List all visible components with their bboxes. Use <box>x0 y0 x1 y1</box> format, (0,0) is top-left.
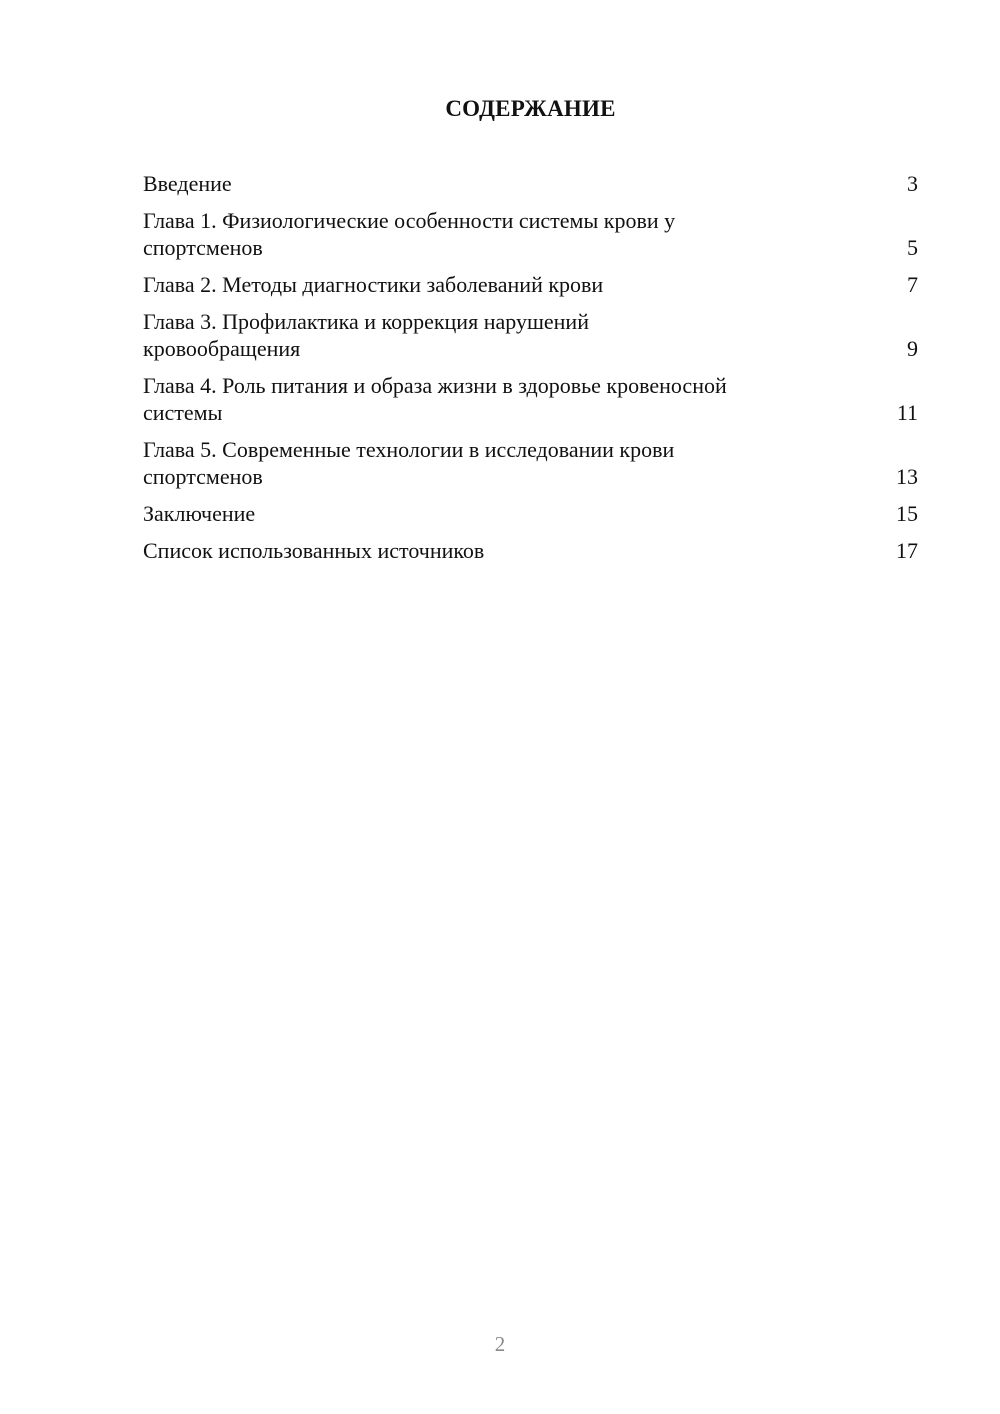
toc-entry-page: 15 <box>896 501 918 526</box>
page-title: СОДЕРЖАНИЕ <box>445 96 616 121</box>
page-number: 2 <box>494 1332 506 1356</box>
toc-entry-line: Список использованных источников <box>143 538 485 563</box>
toc-entry-text <box>143 207 675 261</box>
toc-entry-page: 9 <box>907 336 918 361</box>
toc-entry-page: 5 <box>907 235 918 260</box>
toc-entry-chapter-5 <box>143 436 918 490</box>
toc-entry-page: 17 <box>896 538 918 563</box>
toc-entry-page: 7 <box>907 272 918 297</box>
toc-entry-conclusion <box>143 500 918 527</box>
toc-entry-line: Глава 3. Профилактика и коррекция нарушений <box>143 309 589 334</box>
toc-entry-line: Глава 5. Современные технологии в исследовании крови <box>143 437 675 462</box>
toc-entry-line: Глава 1. Физиологические особенности системы крови у <box>143 208 676 233</box>
toc-entry-page: 11 <box>896 400 918 425</box>
toc-entry-line: кровообращения <box>143 336 301 361</box>
toc-entry-chapter-1 <box>143 207 918 261</box>
toc-entry-line: Глава 4. Роль питания и образа жизни в здоровье кровеносной <box>143 373 727 398</box>
toc-entry-introduction <box>143 170 918 197</box>
toc-entry-page: 13 <box>896 464 918 489</box>
toc-entry-chapter-2 <box>143 271 918 298</box>
toc-entry-text <box>143 170 232 197</box>
toc-entry-line: Глава 2. Методы диагностики заболеваний крови <box>143 272 604 297</box>
toc-entry-text <box>143 537 484 564</box>
toc-entry-chapter-3 <box>143 308 918 362</box>
toc-entry-line: Введение <box>143 171 232 196</box>
toc-entry-text <box>143 271 603 298</box>
toc-entry-text <box>143 372 727 426</box>
table-of-contents <box>143 170 918 574</box>
toc-entry-text <box>143 436 674 490</box>
toc-entry-line: системы <box>143 400 223 425</box>
toc-entry-chapter-4 <box>143 372 918 426</box>
toc-entry-references <box>143 537 918 564</box>
toc-entry-text <box>143 500 255 527</box>
toc-entry-line: Заключение <box>143 501 256 526</box>
toc-entry-page: 3 <box>907 171 918 196</box>
toc-entry-line: спортсменов <box>143 464 263 489</box>
toc-entry-line: спортсменов <box>143 235 263 260</box>
toc-entry-text <box>143 308 589 362</box>
